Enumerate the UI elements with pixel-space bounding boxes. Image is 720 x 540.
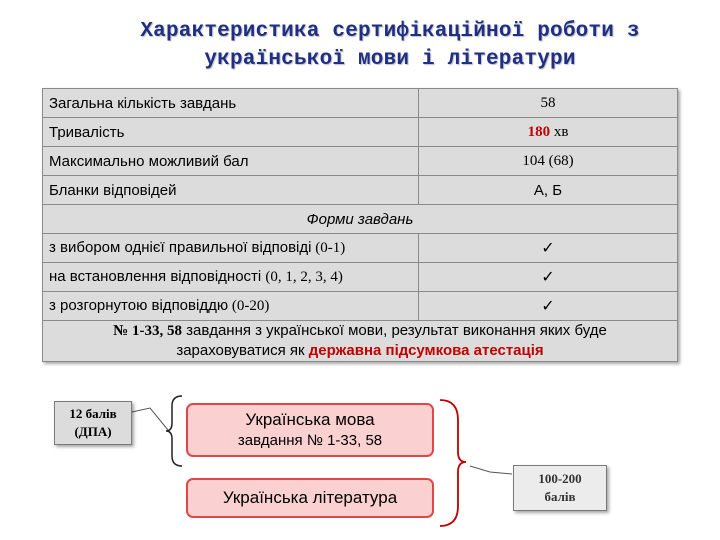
pill-subtitle: завдання № 1-33, 58 [237,432,383,449]
right-bracket [440,400,466,526]
duration-value: 180 [527,123,551,140]
ukrainian-literature-pill: Українська література [186,478,434,518]
form-score-range: (0, 1, 2, 3, 4) [265,269,343,285]
connector-line-left [132,408,168,430]
dpa-score-line-1: 12 балів [69,406,117,421]
dpa-score-box [54,401,132,445]
form-score-range: (0-1) [311,240,346,256]
check-mark: ✓ [541,296,555,315]
note-highlight: державна підсумкова атестація [308,342,544,359]
row-label: Максимально можливий бал [43,147,419,176]
title-line-1: Характеристика сертифікаційної роботи з [140,20,640,43]
dpa-score-line-2: (ДПА) [74,424,112,439]
total-score-box [513,465,607,511]
note-prefix: № [113,323,132,339]
left-brace [166,396,182,466]
pill-title: Українська мова [245,410,375,429]
check-mark: ✓ [541,238,555,257]
check-mark: ✓ [541,267,555,286]
note-numbers: 1-33, 58 [132,323,182,339]
total-score-line-2: балів [544,489,576,504]
form-score-range: (0-20) [228,298,270,314]
row-value: 58 [419,89,678,118]
note-text-1: завдання з української мови, результат виконання яких буде [182,322,607,339]
row-label: Тривалість [43,118,419,147]
form-name: на встановлення відповідності [49,268,266,285]
form-name: з вибором однієї правильної відповіді [49,239,312,256]
title-line-2: української мови і літератури [204,48,576,71]
form-name: з розгорнутою відповіддю [49,297,229,314]
note-text-2: зараховуватися як [176,342,309,359]
forms-heading: Форми завдань [43,205,678,234]
row-label: Бланки відповідей [43,176,419,205]
total-score-line-1: 100-200 [538,471,582,486]
row-value: А, Б [419,176,678,205]
ukrainian-language-pill [186,403,434,457]
duration-unit: хв [550,123,569,140]
row-label: Загальна кількість завдань [43,89,419,118]
row-value: 104 (68) [419,147,678,176]
connector-line-right [470,466,512,474]
